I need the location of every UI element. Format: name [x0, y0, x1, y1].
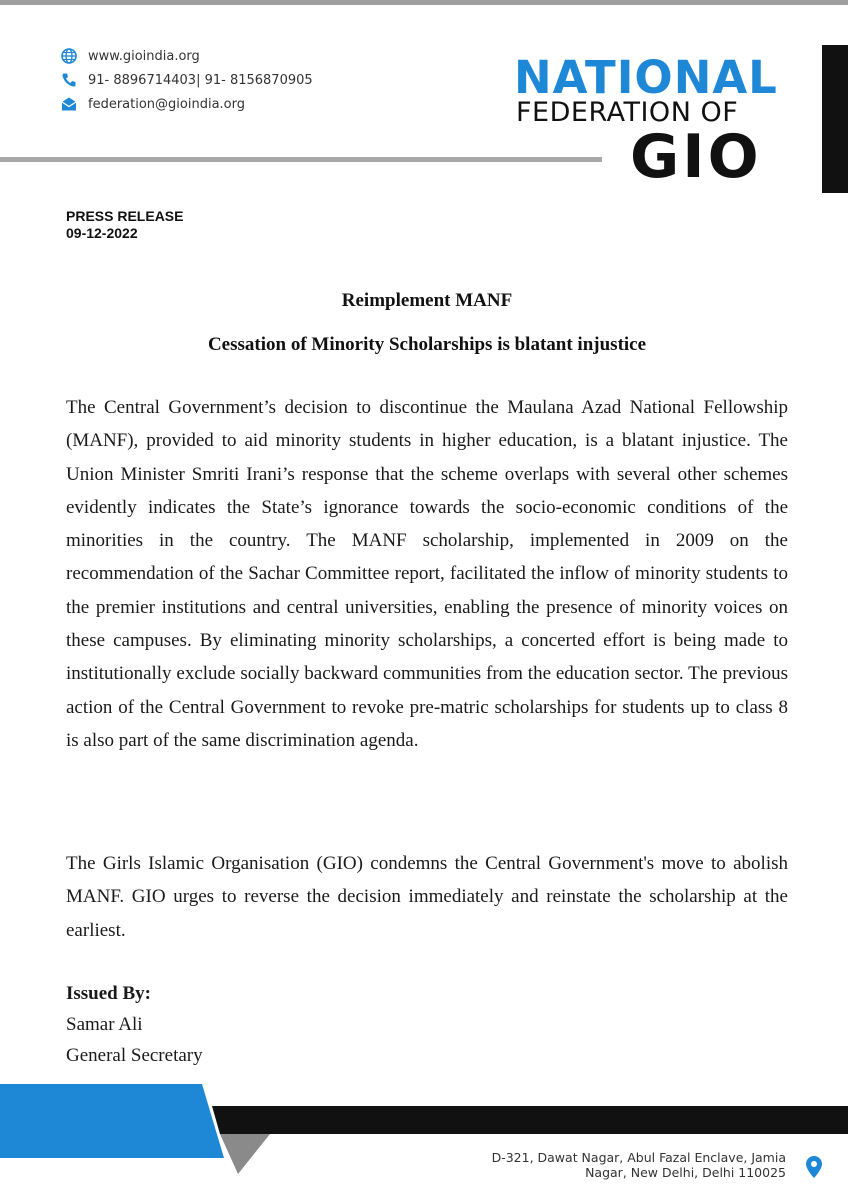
- logo-gio: GIO: [630, 122, 762, 192]
- contact-phone[interactable]: [60, 68, 313, 92]
- document-title: Reimplement MANF: [341, 290, 513, 311]
- globe-icon: [60, 47, 78, 65]
- body-paragraph-1: The Central Government’s decision to discontinue the Maulana Azad National Fellowship (MANF), provided to aid minority students in higher education, is a blatant injustice. The Union Minister Smriti Irani’s response that the scheme overlaps with several other schemes evidently indicates the State’s ignorance towards the socio-economic conditions of the minorities in the country. The MANF scholarship, implemented in 2009 on the recommendation of the Sachar Committee report, facilitated the inflow of minority students to the premier institutions and central universities, enabling the presence of minority voices on these campuses. By eliminating minority scholarships, a concerted effort is being made to institutionally exclude socially backward communities from the education sector. The previous action of the Central Government to revoke pre-matric scholarships for students up to class 8 is also part of the same discrimination agenda.: [66, 397, 788, 751]
- email-text: federation@gioindia.org: [88, 96, 245, 112]
- address-line-2: Nagar, New Delhi, Delhi 110025: [585, 1165, 786, 1180]
- footer-graphic: [0, 1080, 848, 1200]
- organization-logo: [514, 51, 784, 192]
- signatory-name: Samar Ali: [66, 1014, 143, 1035]
- logo-federation-of: FEDERATION OF: [516, 97, 739, 128]
- issued-by-label: Issued By:: [66, 983, 151, 1004]
- contact-website[interactable]: [60, 44, 313, 68]
- press-release-meta: [66, 208, 183, 242]
- address-line-1: D-321, Dawat Nagar, Abul Fazal Enclave, Jamia: [491, 1150, 786, 1165]
- phone-icon: [60, 71, 78, 89]
- header-divider: [0, 157, 602, 162]
- top-rule: [0, 0, 848, 5]
- press-release-label: PRESS RELEASE: [66, 208, 184, 224]
- signature-block: [66, 978, 203, 1071]
- logo-national: NATIONAL: [514, 51, 778, 104]
- logo-accent-bar: [822, 45, 848, 193]
- contact-block: [60, 44, 313, 116]
- body-paragraph-2: The Girls Islamic Organisation (GIO) condemns the Central Government's move to abolish MANF. GIO urges to reverse the decision immediately and reinstate the scholarship at the earliest.: [66, 853, 788, 941]
- signatory-role: General Secretary: [66, 1045, 203, 1066]
- website-text: www.gioindia.org: [88, 48, 200, 64]
- phone-text: 91- 8896714403| 91- 8156870905: [88, 72, 313, 88]
- mail-icon: [60, 95, 78, 113]
- document-subtitle: Cessation of Minority Scholarships is blatant injustice: [207, 334, 647, 355]
- footer-address: [492, 1150, 786, 1180]
- press-release-date: 09-12-2022: [66, 225, 138, 241]
- contact-email[interactable]: [60, 92, 313, 116]
- location-pin-icon: [806, 1156, 822, 1183]
